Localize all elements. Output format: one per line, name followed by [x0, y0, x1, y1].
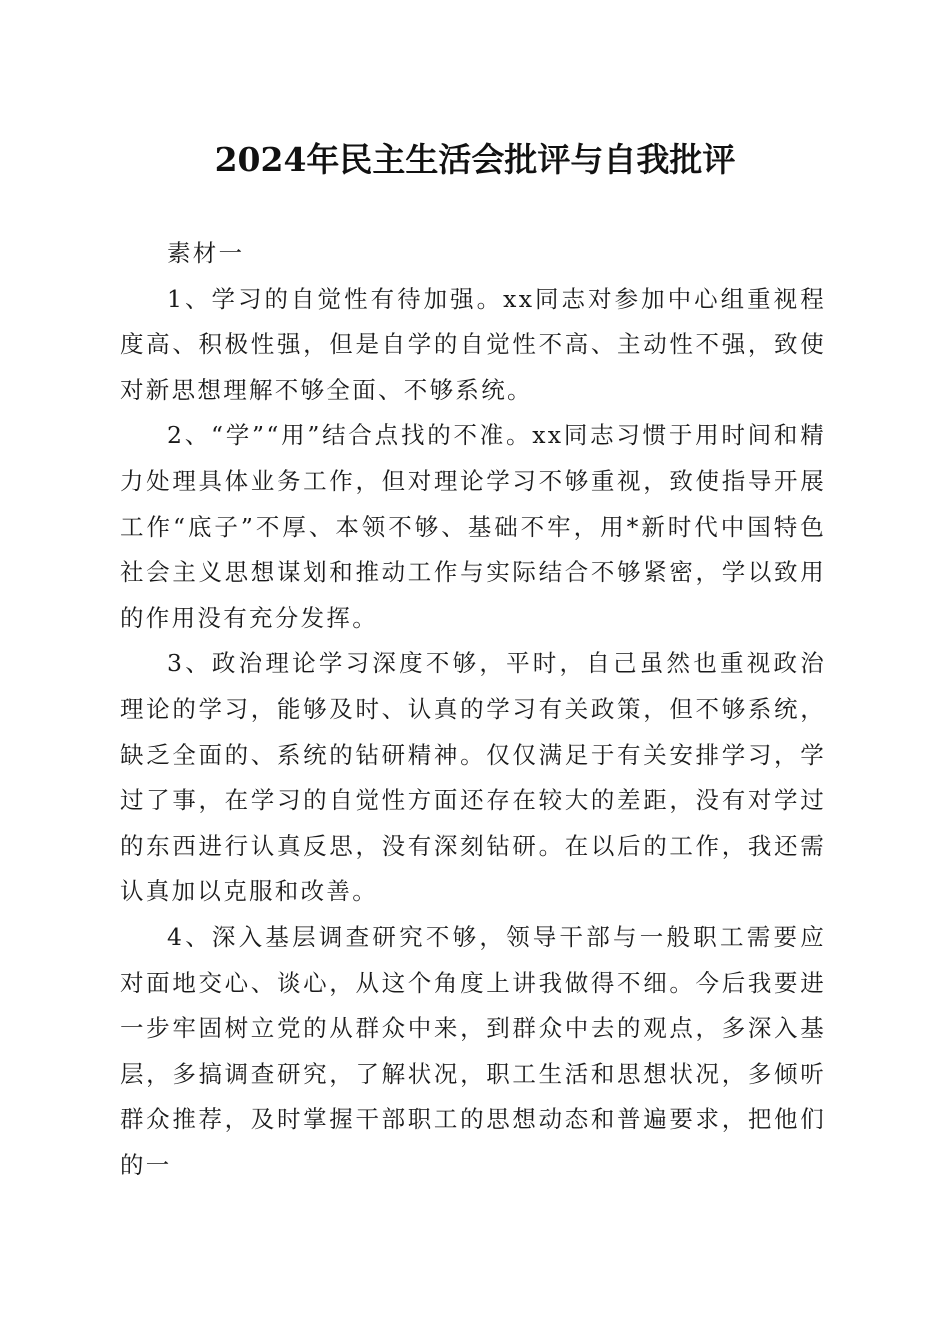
paragraph-2: 2、“学”“用”结合点找的不准。xx同志习惯于用时间和精力处理具体业务工作，但对理论学习不够重视，致使指导开展工作“底子”不厚、本领不够、基础不牢，用*新时代中国特色社会主义思想谋划和推动工作与实际结合不够紧密，学以致用的作用没有充分发挥。: [120, 421, 826, 632]
paragraph-1: 1、学习的自觉性有待加强。xx同志对参加中心组重视程度高、积极性强，但是自学的自觉性不高、主动性不强，致使对新思想理解不够全面、不够系统。: [120, 284, 826, 404]
paragraph-3: 3、政治理论学习深度不够，平时，自己虽然也重视政治理论的学习，能够及时、认真的学习有关政策，但不够系统，缺乏全面的、系统的钻研精神。仅仅满足于有关安排学习，学过了事，在学习的自觉性方面还存在较大的差距，没有对学过的东西进行认真反思，没有深刻钻研。在以后的工作，我还需认真加以克服和改善。: [120, 649, 826, 906]
section-label: 素材一: [167, 239, 245, 267]
paragraph-4: 4、深入基层调查研究不够，领导干部与一般职工需要应对面地交心、谈心，从这个角度上讲我做得不细。今后我要进一步牢固树立党的从群众中来，到群众中去的观点，多深入基层，多搞调查研究，了解状况，职工生活和思想状况，多倾听群众推荐，及时掌握干部职工的思想动态和普遍要求，把他们的一: [120, 922, 826, 1179]
document-title: 2024年民主生活会批评与自我批评: [214, 140, 736, 179]
document-body: [120, 231, 826, 1188]
